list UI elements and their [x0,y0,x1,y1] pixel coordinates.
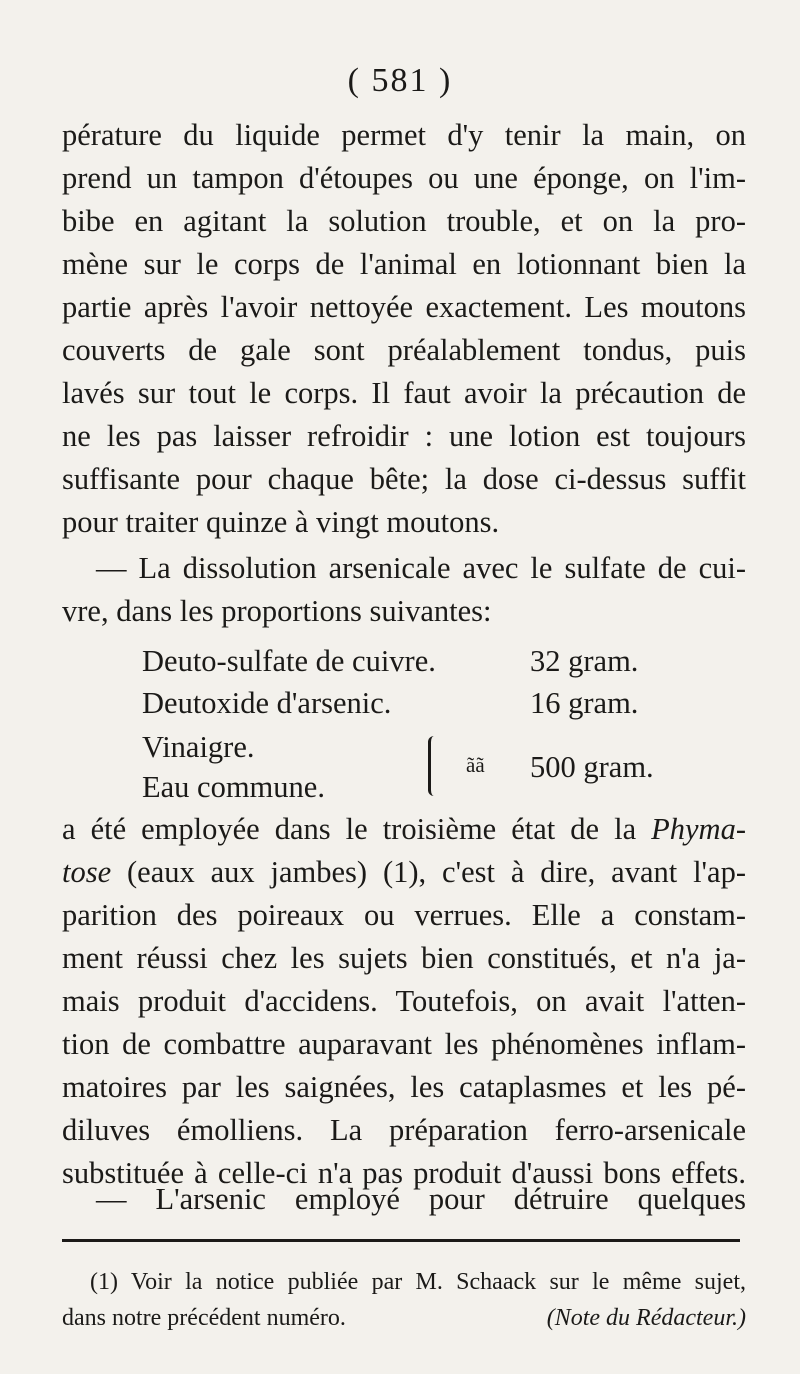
recipe-quantity: 500 gram. [530,750,654,784]
body-line: diluves émolliens. La préparation ferro-arsenicale [62,1113,746,1147]
body-line: ne les pas laisser refroidir : une lotion est toujours [62,419,746,453]
footnote-rule [62,1239,740,1242]
recipe-ingredient: Vinaigre. [142,730,255,764]
footnote-line: (1) Voir la notice publiée par M. Schaack sur le même sujet, [90,1269,746,1295]
body-line: lavés sur tout le corps. Il faut avoir la précaution de [62,376,746,410]
recipe-quantity: 32 gram. [530,644,639,678]
body-line: — L'arsenic employé pour détruire quelques [96,1182,746,1216]
body-text: a été employée dans le troisième état de la [62,812,652,846]
page-number: ( 581 ) [347,62,453,99]
body-line: matoires par les saignées, les cataplasmes et les pé- [62,1070,746,1104]
body-text-italic: Phyma- [651,812,746,846]
editor-note: (Note du Rédacteur.) [546,1305,746,1331]
body-line [62,851,746,893]
grouping-brace [428,736,445,796]
body-line: pour traiter quinze à vingt moutons. [62,505,500,539]
body-line: mène sur le corps de l'animal en lotionnant bien la [62,247,746,281]
footnote-line [62,1302,746,1334]
footnote-text: dans notre précédent numéro. [62,1305,346,1331]
body-line: bibe en agitant la solution trouble, et on la pro- [62,204,746,238]
body-line: ment réussi chez les sujets bien constitués, et n'a ja- [62,941,746,975]
body-line [62,808,746,850]
recipe-ana-mark: ãã [466,753,485,777]
body-line: couverts de gale sont préalablement tondus, puis [62,333,746,367]
body-line: partie après l'avoir nettoyée exactement. Les moutons [62,290,746,324]
body-line: pérature du liquide permet d'y tenir la main, on [62,118,746,152]
body-line: tion de combattre auparavant les phénomènes inflam- [62,1027,746,1061]
body-line: — La dissolution arsenicale avec le sulfate de cui- [96,551,746,585]
body-line: mais produit d'accidens. Toutefois, on avait l'atten- [62,984,746,1018]
recipe-ingredient: Eau commune. [142,770,325,804]
recipe-ingredient: Deutoxide d'arsenic. [142,686,392,720]
recipe-quantity: 16 gram. [530,686,639,720]
body-text: (eaux aux jambes) (1), c'est à dire, avant l'ap- [111,855,746,889]
body-line: vre, dans les proportions suivantes: [62,594,492,628]
body-line: substituée à celle-ci n'a pas produit d'aussi bons effets. [62,1156,746,1190]
body-line: suffisante pour chaque bête; la dose ci-dessus suffit [62,462,746,496]
recipe-ingredient: Deuto-sulfate de cuivre. [142,644,436,678]
body-text-italic: tose [62,855,112,889]
body-line: parition des poireaux ou verrues. Elle a constam- [62,898,746,932]
body-line: prend un tampon d'étoupes ou une éponge, on l'im- [62,161,746,195]
